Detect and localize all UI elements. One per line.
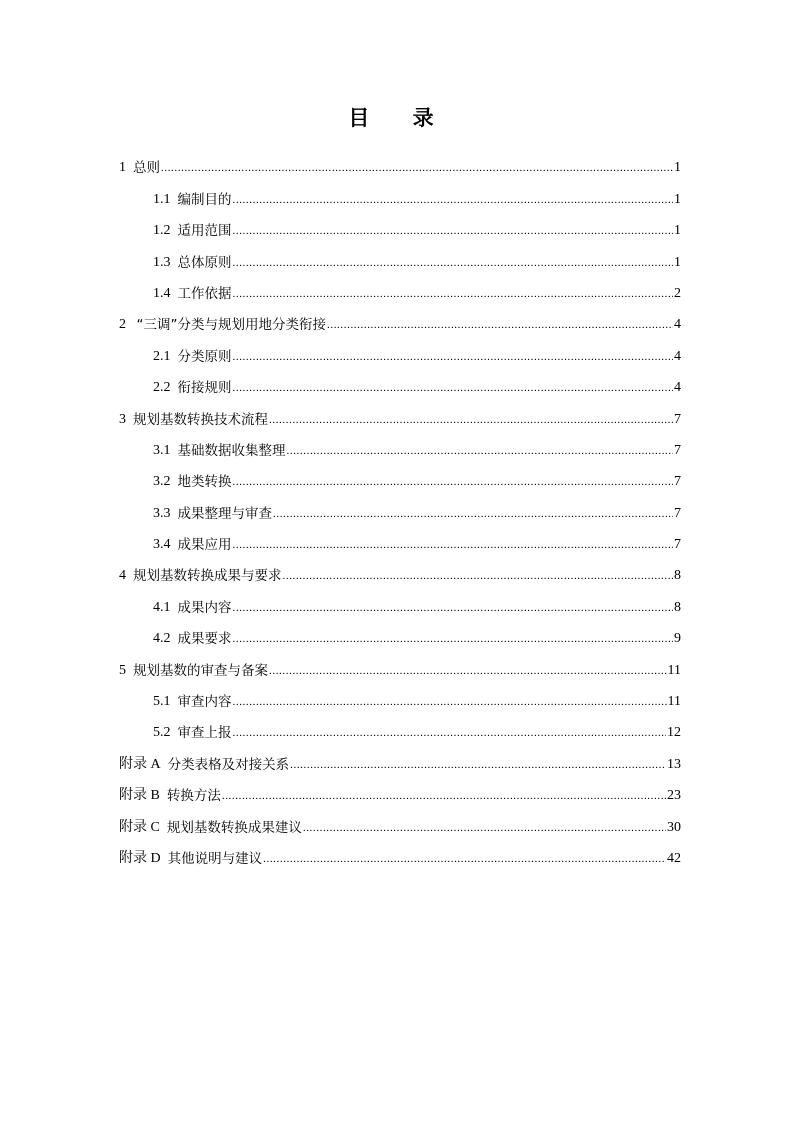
toc-entry-label: 衔接规则 [177,380,232,397]
spacer [126,663,133,679]
toc-leader-dots [233,223,674,239]
toc-entry-page: 7 [674,442,681,458]
toc-entry-number: 1.3 [153,254,171,270]
toc-entry-label: 规划基数的审查与备案 [133,662,268,679]
toc-entry-label: 成果内容 [177,599,232,616]
toc-entry-number: 附录 C [119,819,160,835]
toc-leader-dots [233,286,674,302]
spacer [171,474,178,490]
toc-entry-page: 4 [674,348,681,364]
toc-entry[interactable] [119,333,681,364]
toc-leader-dots [269,412,673,428]
toc-entry-number: 2 [119,317,126,333]
toc-entry[interactable] [119,804,681,835]
toc-leader-dots [263,851,666,867]
toc-entry-label: 规划基数转换技术流程 [133,411,268,428]
toc-leader-dots [303,820,666,836]
spacer [126,317,137,333]
toc-entry-number: 4.1 [153,599,171,615]
table-of-contents [119,145,681,867]
toc-entry-label: 转换方法 [166,788,221,805]
toc-entry-number: 3.4 [153,537,171,553]
spacer [171,380,178,396]
toc-entry-page: 8 [674,568,681,584]
toc-entry-page: 11 [667,662,681,678]
toc-entry-number: 5.2 [153,725,171,741]
toc-entry-label: 编制目的 [177,191,232,208]
toc-entry-number: 附录 A [119,756,161,772]
toc-entry[interactable] [119,710,681,741]
toc-entry-label: 其他说明与建议 [167,850,263,867]
spacer [171,600,178,616]
toc-entry[interactable] [119,428,681,459]
toc-leader-dots [233,725,667,741]
toc-entry[interactable] [119,145,681,176]
toc-entry-label: 成果应用 [177,537,232,554]
toc-entry-page: 11 [667,694,681,710]
spacer [160,820,167,836]
page-title: 目 录 [348,106,452,130]
toc-entry-number: 3.1 [153,442,171,458]
toc-entry[interactable] [119,208,681,239]
toc-leader-dots [269,663,667,679]
spacer [171,286,178,302]
toc-entry[interactable] [119,741,681,772]
toc-entry-label: “三调”分类与规划用地分类衔接 [136,317,326,334]
toc-entry-number: 1 [119,160,126,176]
toc-leader-dots [233,255,674,271]
toc-entry-label: 基础数据收集整理 [177,442,286,459]
toc-leader-dots [233,192,674,208]
toc-entry-page: 12 [667,725,681,741]
toc-entry-label: 地类转换 [177,474,232,491]
toc-entry[interactable] [119,584,681,615]
toc-leader-dots [287,443,674,459]
toc-leader-dots [233,600,674,616]
toc-entry-label: 分类原则 [177,348,232,365]
toc-entry-page: 7 [674,537,681,553]
spacer [161,757,168,773]
toc-leader-dots [233,694,667,710]
toc-entry-page: 7 [674,505,681,521]
spacer [171,725,178,741]
spacer [171,192,178,208]
toc-entry[interactable] [119,365,681,396]
toc-leader-dots [233,349,674,365]
toc-entry-page: 30 [667,819,681,835]
toc-entry-number: 附录 D [119,850,161,866]
toc-entry[interactable] [119,836,681,867]
toc-entry[interactable] [119,647,681,678]
toc-entry-page: 4 [674,380,681,396]
toc-entry-page: 13 [667,756,681,772]
toc-entry[interactable] [119,302,681,333]
toc-entry-label: 工作依据 [177,285,232,302]
toc-entry-number: 1.4 [153,285,171,301]
toc-entry-page: 9 [674,631,681,647]
toc-entry-number: 1.1 [153,191,171,207]
toc-entry[interactable] [119,522,681,553]
toc-entry[interactable] [119,773,681,804]
toc-entry-page: 1 [674,254,681,270]
toc-leader-dots [222,788,666,804]
toc-entry-number: 附录 B [119,788,160,804]
toc-entry[interactable] [119,490,681,521]
toc-entry-label: 审查上报 [177,725,232,742]
toc-entry-number: 3.3 [153,505,171,521]
spacer [171,443,178,459]
spacer [126,160,133,176]
toc-entry-page: 7 [674,474,681,490]
spacer [126,412,133,428]
spacer [171,506,178,522]
toc-entry[interactable] [119,616,681,647]
spacer [171,349,178,365]
toc-entry-number: 4 [119,568,126,584]
toc-entry[interactable] [119,239,681,270]
toc-leader-dots [283,568,674,584]
toc-entry[interactable] [119,271,681,302]
toc-entry-page: 4 [674,317,681,333]
toc-entry-label: 审查内容 [177,694,232,711]
spacer [161,851,168,867]
toc-leader-dots [290,757,666,773]
toc-entry-page: 2 [674,285,681,301]
toc-entry-number: 2.1 [153,348,171,364]
spacer [126,568,133,584]
toc-entry-page: 1 [674,191,681,207]
spacer [160,788,167,804]
toc-entry-number: 5.1 [153,694,171,710]
toc-leader-dots [233,631,674,647]
toc-entry-label: 规划基数转换成果与要求 [133,568,282,585]
spacer [171,537,178,553]
toc-entry-label: 规划基数转换成果建议 [166,819,302,836]
spacer [171,255,178,271]
toc-entry[interactable] [119,679,681,710]
toc-leader-dots [233,537,674,553]
toc-entry-label: 总体原则 [177,254,232,271]
toc-leader-dots [273,506,673,522]
toc-entry-label: 适用范围 [177,223,232,240]
toc-entry-number: 3 [119,411,126,427]
spacer [171,223,178,239]
spacer [171,694,178,710]
toc-entry-page: 8 [674,599,681,615]
toc-entry[interactable] [119,396,681,427]
toc-entry-label: 成果整理与审查 [177,505,272,522]
toc-entry-label: 分类表格及对接关系 [167,756,290,773]
toc-entry-page: 42 [667,850,681,866]
toc-entry-number: 2.2 [153,380,171,396]
toc-entry-page: 1 [674,160,681,176]
toc-entry[interactable] [119,459,681,490]
toc-entry[interactable] [119,176,681,207]
toc-entry-number: 4.2 [153,631,171,647]
toc-entry-number: 1.2 [153,223,171,239]
toc-entry-label: 成果要求 [177,631,232,648]
toc-entry-number: 5 [119,662,126,678]
toc-entry-page: 23 [667,788,681,804]
toc-entry[interactable] [119,553,681,584]
toc-entry-page: 1 [674,223,681,239]
spacer [171,631,178,647]
toc-entry-label: 总则 [133,160,160,177]
toc-entry-page: 7 [674,411,681,427]
toc-leader-dots [233,380,674,396]
toc-leader-dots [161,160,673,176]
toc-leader-dots [327,317,673,333]
toc-entry-number: 3.2 [153,474,171,490]
toc-leader-dots [233,474,674,490]
